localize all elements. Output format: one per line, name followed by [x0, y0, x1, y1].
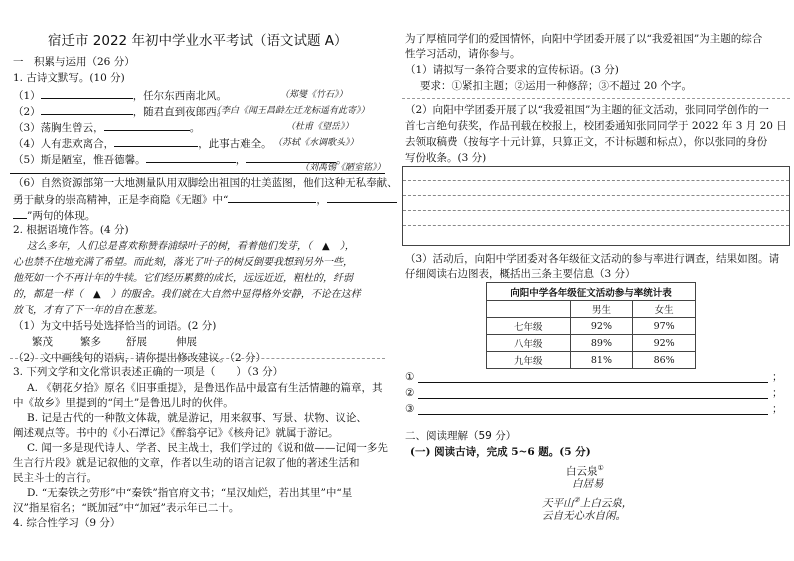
blank-line-2: （2） ，随君直到夜郎西。	[13, 106, 228, 118]
writing-line	[403, 210, 789, 211]
answer-blank[interactable]	[327, 192, 397, 203]
source-1: （郑燮《竹石》）	[280, 90, 348, 100]
answer-line	[10, 358, 385, 359]
item-6-line-1: （6）自然资源部第一大地测量队用双脚绘出祖国的壮美蓝图，他们这种无私奉献、	[13, 177, 398, 189]
answer-blank[interactable]	[104, 120, 190, 131]
blank-line-5: （5）斯是陋室，惟吾德馨。 ， 。	[13, 154, 347, 166]
word-choice-3: 舒展	[126, 336, 147, 348]
item-6-line-3: ”两句的体现。	[13, 208, 95, 223]
table-cell: 89%	[570, 335, 633, 352]
answer-2-marker: ②	[405, 387, 415, 399]
receipt-answer-box[interactable]	[402, 166, 790, 246]
table-cell: 92%	[633, 335, 696, 352]
intro-line-1: 为了厚植同学们的爱国情怀，向阳中学团委开展了以“我爱祖国”为主题的综合	[405, 33, 763, 45]
poem-author: 白居易	[572, 478, 604, 490]
word-choice-1: 繁茂	[32, 336, 53, 348]
answer-blank[interactable]	[41, 88, 133, 99]
task-2-line-1: （2）向阳中学团委开展了以“我爱祖国”为主题的征文活动，张同同学创作的一	[405, 104, 769, 116]
intro-line-2: 性学习活动，请你参与。	[405, 48, 521, 60]
table-row	[487, 352, 696, 369]
task-2-line-3: 去领取稿费（按每字十元计算，只算正文，不计标题和标点），你以张同的身份	[405, 136, 768, 148]
blank-line-3: （3）荡胸生曾云， 。	[13, 122, 201, 134]
table-row	[487, 318, 696, 335]
source-3: （杜甫《望岳》）	[286, 122, 354, 132]
writing-line	[403, 195, 789, 196]
passage-line: 心也禁不住地充满了希望。而此刻，落光了叶子的树反倒要我想到另外一些，	[13, 257, 353, 268]
task-2-line-2: 首七言绝句获奖，作品刊载在校报上，校团委通知张同同学于 2022 年 3 月 20 日	[405, 120, 787, 132]
answer-3-line[interactable]	[418, 414, 768, 415]
table-caption: 向阳中学各年级征文活动参与率统计表	[487, 283, 696, 301]
semicolon: ；	[772, 403, 783, 415]
question-4: 4. 综合性学习（9 分）	[13, 517, 121, 529]
answer-1-marker: ①	[405, 371, 415, 383]
table-cell: 92%	[570, 318, 633, 335]
answer-blank[interactable]	[41, 104, 133, 115]
option-c-line-3: 民主斗士的言行。	[13, 472, 97, 484]
question-2: 2. 根据语境作答。(4 分)	[13, 224, 129, 236]
section-1-heading: 一 积累与运用（26 分）	[13, 56, 135, 68]
poem-line-1: 天平山②上白云泉，	[542, 496, 633, 510]
task-1-requirements: 要求：①紧扣主题；②运用一种修辞；③不超过 20 个字。	[420, 80, 693, 92]
answer-1-line[interactable]	[418, 382, 768, 383]
divider	[10, 173, 385, 174]
answer-blank[interactable]	[13, 208, 27, 219]
source-5: （刘禹锡《陋室铭》）	[300, 163, 386, 173]
task-3-line-2: 仔细阅读右边图表，概括出三条主要信息（3 分）	[405, 268, 636, 280]
poem-title: 白云泉①	[566, 464, 604, 478]
option-a-line-1: A. 《朝花夕拾》原名《旧事重提》，是鲁迅作品中最富有生活情趣的篇章，其	[27, 382, 383, 394]
blank-line-4: （4）人有悲欢离合， ，此事古难全。	[13, 138, 272, 150]
table-cell: 97%	[633, 318, 696, 335]
question-1: 1. 古诗文默写。(10 分)	[13, 72, 125, 84]
sub-question-1: （1）为文中括号处选择恰当的词语。(2 分)	[13, 320, 217, 332]
option-d-line-1: D. “无秦铁之劳形”中“秦铁”指官府文书；“星汉灿烂，若出其里”中“星	[27, 487, 353, 499]
source-4: （苏轼《水调歌头》）	[273, 138, 359, 148]
answer-2-line[interactable]	[418, 398, 768, 399]
writing-line	[403, 225, 789, 226]
question-3: 3. 下列文学和文化常识表述正确的一项是（ ）（3 分）	[13, 366, 284, 378]
option-d-line-2: 汉”指星宿名；“既加冠”中“加冠”表示年已二十。	[13, 502, 240, 514]
task-2-line-4: 写份收条。(3 分)	[405, 152, 487, 164]
option-c-line-2: 生言行片段》就是记叙他的文章，作者以生动的语言记叙了他的著述生活和	[13, 457, 360, 469]
table-cell: 八年级	[487, 335, 571, 352]
subsection-1-heading: (一) 阅读古诗，完成 5~6 题。(5 分)	[410, 446, 591, 458]
table-cell: 86%	[633, 352, 696, 369]
option-b-line-2: 阐述观点等。书中的《小石潭记》《醉翁亭记》《核舟记》就属于游记。	[13, 427, 339, 439]
source-2: （李白《闻王昌龄左迁龙标遥有此寄》）	[212, 106, 370, 116]
passage-line: 的，都是一样（ ▲ ）的服舍。我们就在大自然中显得格外安静，不论在这样	[13, 289, 361, 300]
right-column	[402, 0, 790, 561]
answer-blank[interactable]	[228, 192, 316, 203]
answer-blank[interactable]	[146, 152, 236, 163]
participation-table	[486, 282, 696, 369]
task-3-line-1: （3）活动后，向阳中学团委对各年级征文活动的参与率进行调查，结果如图。请	[405, 253, 780, 265]
writing-line	[403, 180, 789, 181]
semicolon: ；	[772, 371, 783, 383]
semicolon: ；	[772, 387, 783, 399]
table-header: 女生	[633, 301, 696, 318]
table-row	[487, 335, 696, 352]
answer-3-marker: ③	[405, 403, 415, 415]
task-1: （1）请拟写一条符合要求的宣传标语。(3 分)	[405, 64, 619, 76]
table-cell: 九年级	[487, 352, 571, 369]
section-2-heading: 二、阅读理解（59 分）	[405, 430, 517, 442]
passage-line: 放飞，才有了下一年的自在葱茏。	[13, 305, 163, 316]
item-6-line-2: 勇于献身的崇高精神，正是李商隐《无题》中“ ，	[13, 192, 397, 207]
option-c-line-1: C. 闻一多是现代诗人、学者、民主战士，我们学过的《说和做——记闻一多先	[27, 442, 388, 454]
word-choice-2: 繁多	[80, 336, 101, 348]
blank-line-1: （1） ，任尔东西南北风。	[13, 90, 228, 102]
table-header	[487, 301, 571, 318]
answer-blank[interactable]	[114, 136, 198, 147]
passage-line: 这么多年，人们总是喜欢称赞春浦绿叶子的树，看着他们发芽，（ ▲ ），	[27, 241, 355, 252]
page-title: 宿迁市 2022 年初中学业水平考试（语文试题 A）	[48, 33, 348, 49]
answer-line[interactable]	[402, 98, 790, 99]
option-a-line-2: 中《故乡》里提到的“闰土”是鲁迅儿时的伙伴。	[13, 397, 234, 409]
poem-line-2: 云自无心水自闲。	[542, 510, 626, 522]
option-b-line-1: B. 记是古代的一种散文体裁，就是游记，用来叙事、写景、状物、议论、	[27, 412, 367, 424]
passage-line: 他死如一个不再计年的牛犊。它们经历累赘的成长，远远近近，粗杜的，纤弱	[13, 273, 353, 284]
table-cell: 81%	[570, 352, 633, 369]
table-cell: 七年级	[487, 318, 571, 335]
sub-question-2: （2）文中画线句的语病，请你提出修改建议。（2 分）	[13, 352, 266, 364]
table-header: 男生	[570, 301, 633, 318]
word-choice-4: 伸展	[176, 336, 197, 348]
